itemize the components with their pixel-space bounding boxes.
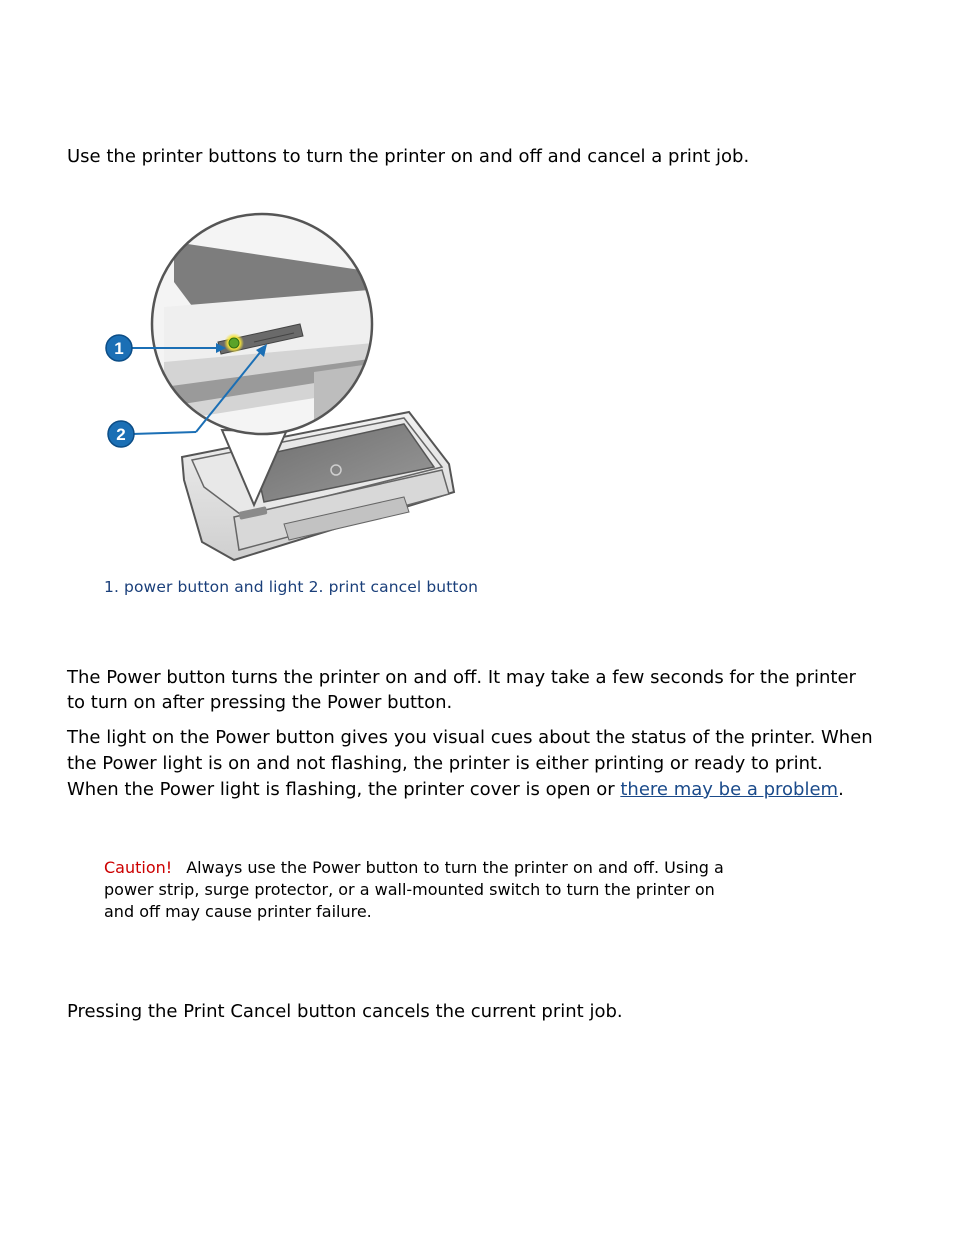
intro-paragraph: Use the printer buttons to turn the printer on and off and cancel a print job. (67, 146, 750, 167)
magnified-control-panel (144, 212, 384, 442)
caution-text: Always use the Power button to turn the printer on and off. Using a power strip, surge protector, or a wall-mounted switch to turn the printer on and off may cause printer failure. (104, 858, 724, 921)
problem-link[interactable]: there may be a problem (620, 779, 839, 800)
svg-text:2: 2 (116, 425, 126, 444)
printer-buttons-illustration (104, 212, 464, 570)
print-cancel-paragraph: Pressing the Print Cancel button cancels the current print job. (67, 1001, 623, 1022)
caution-label: Caution! (104, 858, 173, 877)
caution-note (104, 857, 724, 923)
figure-caption: 1. power button and light 2. print cancel button (104, 578, 479, 596)
power-light-period: . (838, 779, 844, 800)
power-light-text: The light on the Power button gives you visual cues about the status of the printer. When the Power light is on and not flashing, the printer is either printing or ready to print. When the Power light is flashing, the printer cover is open or (67, 727, 873, 800)
power-light-paragraph (67, 725, 877, 803)
svg-text:1: 1 (114, 339, 124, 358)
power-button-paragraph: The Power button turns the printer on and off. It may take a few seconds for the printer to turn on after pressing the Power button. (67, 667, 856, 713)
